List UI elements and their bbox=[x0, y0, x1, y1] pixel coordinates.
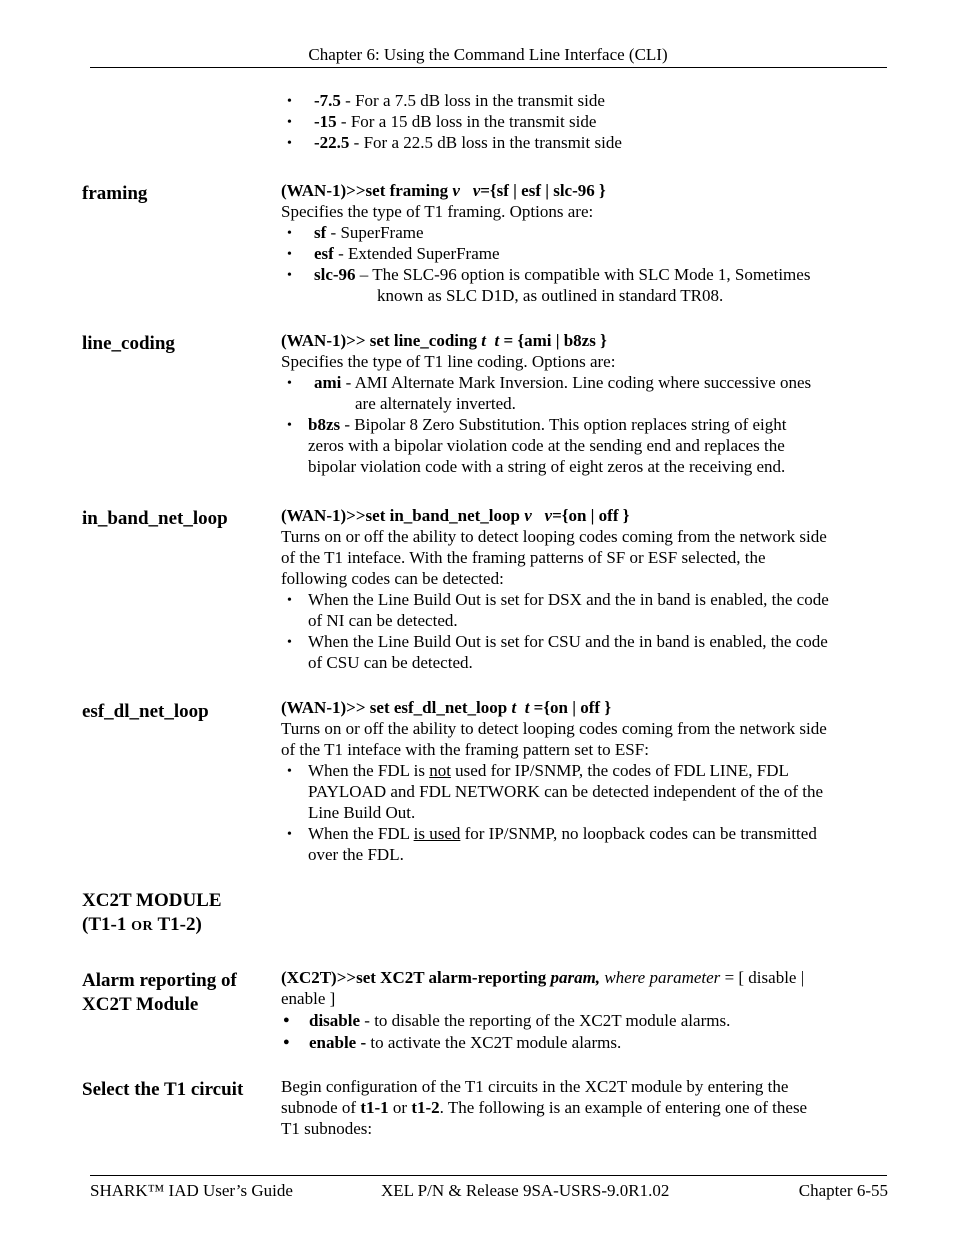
list-item: • b8zs - Bipolar 8 Zero Substitution. This option replaces string of eight zeros with a bipolar violation code at the sending end and replaces the bipolar violation code with a string of eight zeros at the receiving end. bbox=[281, 414, 891, 477]
select-t1-circuit-block bbox=[281, 1076, 891, 1139]
line-coding-command: (WAN-1)>> set line_coding t t = {ami | b8zs } bbox=[281, 331, 607, 350]
line-coding-options-list bbox=[281, 372, 891, 477]
list-item: • slc-96 – The SLC-96 option is compatible with SLC Mode 1, Sometimes known as SLC D1D, as outlined in standard TR08. bbox=[281, 264, 891, 306]
list-item: ● disable - to disable the reporting of the XC2T module alarms. bbox=[281, 1010, 891, 1031]
list-item: • When the Line Build Out is set for DSX and the in band is enabled, the code of NI can be detected. bbox=[281, 589, 891, 631]
framing-options-list bbox=[281, 222, 891, 306]
select-t1-description: Begin configuration of the T1 circuits in the XC2T module by entering the subnode of t1-1 or t1-2. The following is an example of entering one of these T1 subnodes: bbox=[281, 1077, 808, 1138]
select-t1-circuit-label: Select the T1 circuit bbox=[82, 1079, 244, 1100]
footer-release: XEL P/N & Release 9SA-USRS-9.0R1.02 bbox=[381, 1181, 670, 1200]
in-band-command: (WAN-1)>>set in_band_net_loop v v={on | off } bbox=[281, 506, 630, 525]
alarm-options-list bbox=[281, 1010, 891, 1053]
xc2t-module-heading: XC2T MODULE (T1-1 OR T1-2) bbox=[82, 890, 222, 935]
esf-dl-description: Turns on or off the ability to detect looping codes coming from the network side of the T1 inteface with the framing pattern set to ESF: bbox=[281, 719, 827, 759]
footer-page-number: Chapter 6-55 bbox=[798, 1181, 888, 1200]
loss-options-list bbox=[281, 90, 891, 153]
alarm-command: (XC2T)>>set XC2T alarm-reporting param, where parameter = [ disable | enable ] bbox=[281, 968, 805, 1008]
alarm-reporting-block bbox=[281, 967, 891, 1053]
list-item: • esf - Extended SuperFrame bbox=[281, 243, 891, 264]
esf-dl-command: (WAN-1)>> set esf_dl_net_loop t t ={on | off } bbox=[281, 698, 612, 717]
framing-command: (WAN-1)>>set framing v v={sf | esf | slc-96 } bbox=[281, 181, 606, 200]
esf-dl-options-list bbox=[281, 760, 891, 865]
esf-dl-net-loop-label: esf_dl_net_loop bbox=[82, 701, 209, 722]
esf-dl-net-loop-block bbox=[281, 697, 891, 865]
list-item: ● enable - to activate the XC2T module alarms. bbox=[281, 1032, 891, 1053]
list-item: • When the FDL is not used for IP/SNMP, the codes of FDL LINE, FDL PAYLOAD and FDL NETWORK can be detected independent of the of the Line Build Out. bbox=[281, 760, 891, 823]
in-band-options-list bbox=[281, 589, 891, 673]
in-band-net-loop-block bbox=[281, 505, 891, 673]
footer-guide-title: SHARK™ IAD User’s Guide bbox=[90, 1181, 293, 1200]
header-rule bbox=[90, 67, 887, 68]
list-item: • When the FDL is used for IP/SNMP, no loopback codes can be transmitted over the FDL. bbox=[281, 823, 891, 865]
list-item: • ami - AMI Alternate Mark Inversion. Line coding where successive ones are alternately inverted. bbox=[281, 372, 891, 414]
footer-rule bbox=[90, 1175, 887, 1176]
list-item: • -15 - For a 15 dB loss in the transmit side bbox=[281, 111, 891, 132]
list-item: • -7.5 - For a 7.5 dB loss in the transmit side bbox=[281, 90, 891, 111]
in-band-net-loop-label: in_band_net_loop bbox=[82, 508, 228, 529]
list-item: • sf - SuperFrame bbox=[281, 222, 891, 243]
line-coding-description: Specifies the type of T1 line coding. Options are: bbox=[281, 352, 616, 371]
page-header: Chapter 6: Using the Command Line Interface (CLI) bbox=[308, 45, 668, 64]
framing-label: framing bbox=[82, 183, 148, 204]
framing-description: Specifies the type of T1 framing. Options are: bbox=[281, 202, 594, 221]
alarm-reporting-label: Alarm reporting of XC2T Module bbox=[82, 970, 237, 1015]
line-coding-block bbox=[281, 330, 891, 477]
loss-options-block bbox=[281, 90, 891, 153]
in-band-description: Turns on or off the ability to detect looping codes coming from the network side of the T1 inteface. With the framing patterns of SF or ESF selected, the following codes can be detected: bbox=[281, 527, 827, 588]
framing-block bbox=[281, 180, 891, 306]
list-item: • -22.5 - For a 22.5 dB loss in the transmit side bbox=[281, 132, 891, 153]
list-item: • When the Line Build Out is set for CSU and the in band is enabled, the code of CSU can be detected. bbox=[281, 631, 891, 673]
line-coding-label: line_coding bbox=[82, 333, 175, 354]
